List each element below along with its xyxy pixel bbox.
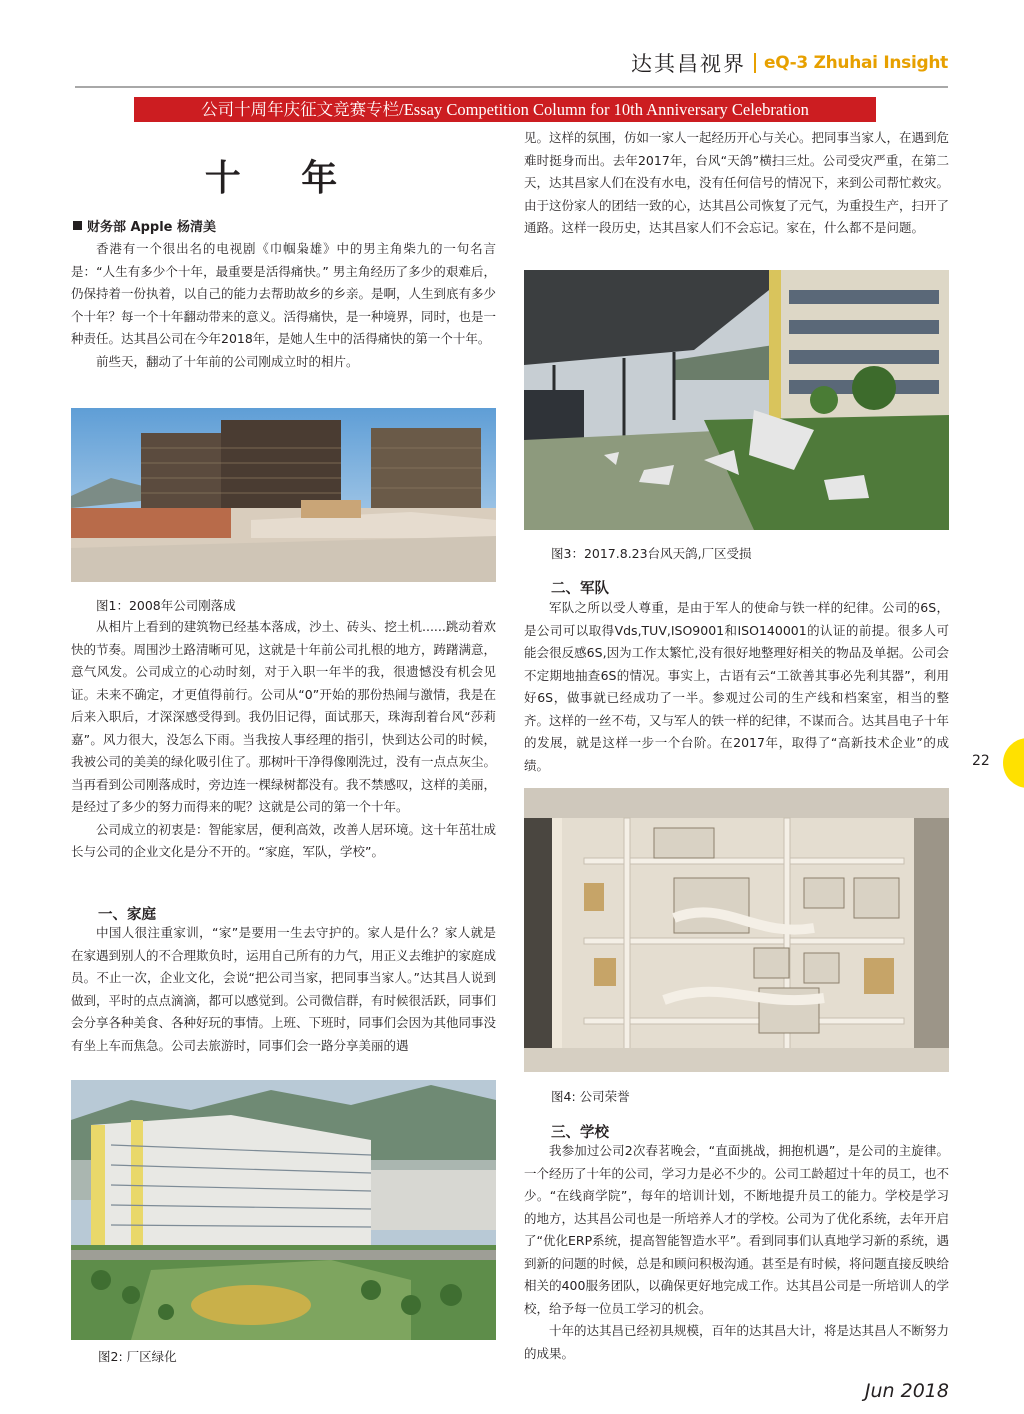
body-text-part-1 [71,616,496,864]
paragraph: 香港有一个很出名的电视剧《巾帼枭雄》中的男主角柴九的一句名言是：“人生有多少个十年，最重要是活得痛快。” 男主角经历了多少的艰难后，仍保持着一份执着，以自己的能力去帮助故乡的乡亲。是啊，人生到底有多少个十年？每一个十年翻动带来的意义。活得痛快，是一种境界，同时，也是一种责任。达其昌公司在今年2018年，是她人生中的活得痛快的第一个十年。 [71,241,497,346]
article-byline [73,216,216,235]
byline-text: 财务部 Apple 杨清美 [87,220,216,235]
paragraph: 公司成立的初衷是：智能家居，便利高效，改善人居环境。这十年茁壮成长与公司的企业文化是分不开的。“家庭，军队，学校”。 [71,821,497,859]
paragraph: 前些天，翻动了十年前的公司刚成立时的相片。 [96,353,359,369]
figure-2-caption: 图2: 厂区绿化 [98,1349,177,1364]
page-tab-marker [1003,738,1024,788]
figure-4-caption: 图4: 公司荣誉 [551,1089,630,1104]
magazine-title-cn: 达其昌视界 [630,52,746,76]
square-bullet-icon [73,221,82,230]
paragraph: 我参加过公司2次春茗晚会，“直面挑战，拥抱机遇”，是公司的主旋律。一个经历了十年的公司，学习力是必不少的。公司工龄超过十年的员工，也不少。“在线商学院”，每年的培训计划，不断地提升员工的能力。学校是学习的地方，达其昌公司也是一所培养人才的学校。公司为了优化系统，去年开启了“优化ERP系统，提高智能智造水平”。看到同事们认真地学习新的系统，遇到新的问题的时候，总是和顾问积极沟通。甚至是有时候，将问题直接反映给相关的400服务团队，以确保更好地完成工作。达其昌公司是一所培训人的学校，给予每一位员工学习的机会。 [524,1143,950,1316]
section-family-text-continued [524,127,949,240]
paragraph: 中国人很注重家训，“家”是要用一生去守护的。家人是什么？家人就是在家遇到别人的不合理欺负时，运用自己所有的力气，用正义去维护的家庭成员。不止一次，企业文化，会说“把公司当家，把同事当家人。”达其昌人说到做到，平时的点点滴滴，都可以感觉到。公司微信群，有时候很活跃，同事们会分享各种美食、各种好玩的事情。上班、下班时，同事们会因为其他同事没有坐上车而焦急。公司去旅游时，同事们会一路分享美丽的遇 [71,925,497,1053]
section-heading-army: 二、军队 [551,581,609,597]
section-heading-family: 一、家庭 [98,907,156,923]
section-army-text [524,597,949,777]
paragraph: 从相片上看到的建筑物已经基本落成，沙土、砖头、挖土机......跳动着欢快的节奏。周围沙土路清晰可见，这就是十年前公司扎根的地方，踌躇满意，意气风发。公司成立的心动时刻，对于入职一年半的我，很遗憾没有机会见证。未来不确定，才更值得前行。公司从“0”开始的那份热闹与激情，我是在后来入职后，才深深感受得到。我仍旧记得，面试那天，珠海刮着台风“莎莉嘉”。风力很大，没怎么下雨。当我按人事经理的指引，快到达公司的时候，我被公司的美美的绿化吸引住了。那树叶干净得像刚洗过，没有一点点灰尘。当再看到公司刚落成时，旁边连一棵绿树都没有。我不禁感叹，这样的美丽，是经过了多少的努力而得来的呢？这就是公司的第一个十年。 [71,619,497,814]
issue-date: Jun 2018 [864,1380,949,1402]
header-rule [75,86,948,88]
paragraph: 见。这样的氛围，仿如一家人一起经历开心与关心。把同事当家人，在遇到危难时挺身而出。去年2017年，台风“天鸽”横扫三灶。公司受灾严重，在第二天，达其昌家人们在没有水电，没有任何信号的情况下，来到公司帮忙救灾。由于这份家人的团结一致的心，达其昌公司恢复了元气，为重投生产，扫开了通路。这样一段历史，达其昌家人们不会忘记。家在，什么都不是问题。 [524,130,950,235]
article-title: 十 年 [204,157,362,199]
figure-1-caption: 图1：2008年公司刚落成 [96,598,236,613]
figure-1-construction-photo [71,408,496,582]
figure-2-factory-greening-photo [71,1080,496,1340]
banner-underline [134,120,876,122]
paragraph: 军队之所以受人尊重，是由于军人的使命与铁一样的纪律。公司的6S，是公司可以取得Vds,TUV,ISO9001和ISO140001的认证的前提。很多人可能会很反感6S,因为工作太繁忙,没有很好地整理好相关的物品及单据。公司会不定期地抽查6S的情况。事实上，古语有云“工欲善其事必先利其器”，利用好6S，做事就已经成功了一半。参观过公司的生产线和档案室，相当的整齐。这样的一丝不苟，又与军人的铁一样的纪律，不谋而合。达其昌电子十年的发展，就是这样一步一个台阶。在2017年，取得了“高新技术企业”的成绩。 [524,600,950,773]
section-school-text [524,1140,949,1365]
column-banner: 公司十周年庆征文竞赛专栏/Essay Competition Column for 10th Anniversary Celebration [134,97,876,122]
section-heading-school: 三、学校 [551,1125,609,1141]
section-family-text [71,922,496,1057]
magazine-title-en: eQ-3 Zhuhai Insight [763,53,948,73]
intro-text [71,238,496,373]
figure-4-honor-wall-photo [524,788,949,1072]
magazine-masthead [0,48,948,78]
paragraph: 十年的达其昌已经初具规模，百年的达其昌大计，将是达其昌人不断努力的成果。 [524,1323,950,1361]
figure-3-typhoon-damage-photo [524,270,949,530]
masthead-divider [754,53,756,73]
page-number: 22 [972,753,990,769]
figure-3-caption: 图3：2017.8.23台风天鸽,厂区受损 [551,546,752,561]
